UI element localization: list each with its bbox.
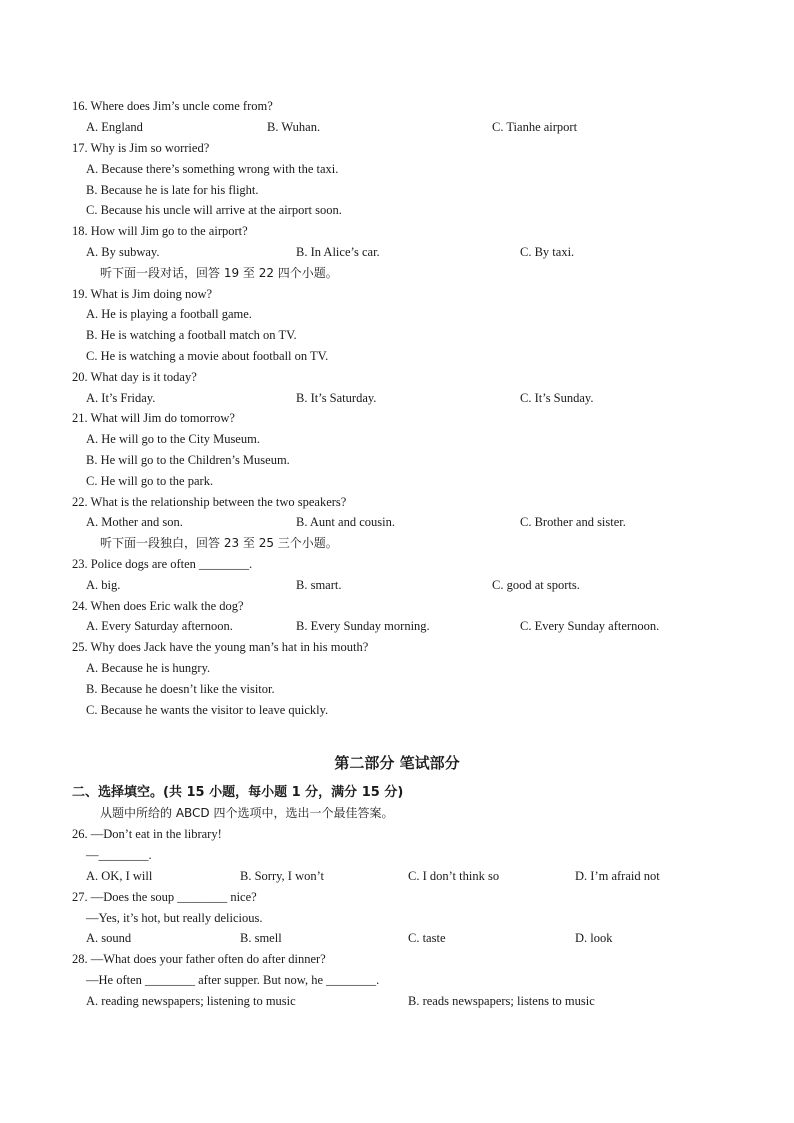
option-26b: B. Sorry, I won’t [240, 869, 325, 883]
question-24: 24. When does Eric walk the dog? [72, 599, 244, 613]
option-18c: C. By taxi. [520, 245, 575, 259]
option-16a: A. England [86, 120, 143, 134]
question-28: 28. —What does your father often do after dinner? [72, 952, 326, 966]
question-20: 20. What day is it today? [72, 370, 197, 384]
option-23a: A. big. [86, 578, 121, 592]
option-27b: B. smell [240, 931, 282, 945]
question-19: 19. What is Jim doing now? [72, 287, 213, 301]
option-22b: B. Aunt and cousin. [296, 515, 395, 529]
option-17a: A. Because there’s something wrong with the taxi. [86, 162, 339, 176]
option-25b: B. Because he doesn’t like the visitor. [86, 682, 275, 696]
question-18: 18. How will Jim go to the airport? [72, 224, 248, 238]
option-24b: B. Every Sunday morning. [296, 619, 430, 633]
option-22c: C. Brother and sister. [520, 515, 626, 529]
question-28-line2: —He often ________ after supper. But now, he ________. [86, 973, 380, 987]
option-23b: B. smart. [296, 578, 342, 592]
part2-title: 第二部分 笔试部分 [334, 754, 460, 772]
instruction-19-22: 听下面一段对话，回答 19 至 22 四个小题。 [100, 266, 338, 280]
option-16b: B. Wuhan. [267, 120, 321, 134]
option-25c: C. Because he wants the visitor to leave quickly. [86, 703, 329, 717]
question-17: 17. Why is Jim so worried? [72, 141, 210, 155]
option-20a: A. It’s Friday. [86, 391, 156, 405]
option-24c: C. Every Sunday afternoon. [520, 619, 660, 633]
option-21a: A. He will go to the City Museum. [86, 432, 260, 446]
option-17c: C. Because his uncle will arrive at the airport soon. [86, 203, 342, 217]
option-21c: C. He will go to the park. [86, 474, 214, 488]
option-26c: C. I don’t think so [408, 869, 500, 883]
option-27d: D. look [575, 931, 613, 945]
question-25: 25. Why does Jack have the young man’s hat in his mouth? [72, 640, 369, 654]
option-27a: A. sound [86, 931, 132, 945]
option-28a: A. reading newspapers; listening to music [86, 994, 296, 1008]
option-23c: C. good at sports. [492, 578, 580, 592]
option-22a: A. Mother and son. [86, 515, 183, 529]
option-19a: A. He is playing a football game. [86, 307, 252, 321]
option-17b: B. Because he is late for his flight. [86, 183, 259, 197]
question-22: 22. What is the relationship between the two speakers? [72, 495, 347, 509]
option-25a: A. Because he is hungry. [86, 661, 211, 675]
option-19c: C. He is watching a movie about football on TV. [86, 349, 329, 363]
option-26d: D. I’m afraid not [575, 869, 660, 883]
section2-heading: 二、选择填空。(共 15 小题，每小题 1 分，满分 15 分) [72, 785, 404, 800]
option-26a: A. OK, I will [86, 869, 153, 883]
question-26: 26. —Don’t eat in the library! [72, 827, 222, 841]
option-19b: B. He is watching a football match on TV. [86, 328, 297, 342]
option-18b: B. In Alice’s car. [296, 245, 380, 259]
question-23: 23. Police dogs are often ________. [72, 557, 253, 571]
option-20c: C. It’s Sunday. [520, 391, 594, 405]
option-27c: C. taste [408, 931, 446, 945]
question-26-line2: —________. [86, 848, 152, 862]
option-16c: C. Tianhe airport [492, 120, 578, 134]
option-18a: A. By subway. [86, 245, 160, 259]
instruction-23-25: 听下面一段独白，回答 23 至 25 三个小题。 [100, 536, 338, 550]
option-24a: A. Every Saturday afternoon. [86, 619, 233, 633]
option-28b: B. reads newspapers; listens to music [408, 994, 595, 1008]
question-27-line2: —Yes, it’s hot, but really delicious. [86, 911, 263, 925]
question-21: 21. What will Jim do tomorrow? [72, 411, 235, 425]
section2-instruction: 从题中所给的 ABCD 四个选项中，选出一个最佳答案。 [100, 806, 394, 820]
question-27: 27. —Does the soup ________ nice? [72, 890, 257, 904]
option-21b: B. He will go to the Children’s Museum. [86, 453, 290, 467]
option-20b: B. It’s Saturday. [296, 391, 377, 405]
question-16: 16. Where does Jim’s uncle come from? [72, 99, 273, 113]
